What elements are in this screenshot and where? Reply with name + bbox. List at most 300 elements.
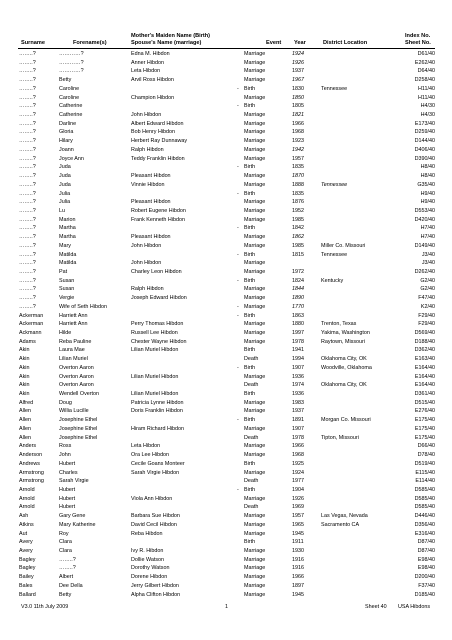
year-cell: 1925	[292, 460, 304, 467]
surname-cell: Aut	[19, 530, 28, 537]
forename-cell: Marion	[59, 216, 76, 223]
spouse-cell: Joseph Edward Hibdon	[131, 295, 187, 302]
year-cell: 1937	[292, 68, 304, 75]
table-row	[0, 434, 452, 443]
table-row	[0, 233, 452, 242]
year-cell: 1907	[292, 425, 304, 432]
event-cell: Birth	[244, 391, 256, 398]
surname-cell: ……..?	[19, 51, 36, 57]
year-cell: 1897	[292, 582, 304, 589]
spouse-cell: Doris Franklin Hibdon	[131, 408, 183, 415]
index-cell: E173/40	[414, 120, 435, 127]
forename-cell: Julia	[59, 190, 71, 197]
table-row	[0, 399, 452, 408]
spouse-cell: Chester Wayne Hibdon	[131, 338, 187, 345]
index-cell: D356/40	[414, 521, 435, 528]
table-row	[0, 137, 452, 146]
surname-cell: Armstrong	[19, 469, 44, 476]
table-row	[0, 477, 452, 486]
spouse-cell: Lilian Muriel Hibdon	[131, 373, 179, 380]
table-row	[0, 207, 452, 216]
year-cell: 1844	[292, 286, 304, 293]
spouse-cell: John Hibdon	[131, 242, 162, 249]
table-row	[0, 120, 452, 129]
surname-cell: ……..?	[19, 251, 36, 258]
event-cell: Marriage	[244, 112, 266, 119]
index-cell: D406/40	[414, 146, 435, 153]
table-row	[0, 460, 452, 469]
index-cell: D515/40	[414, 399, 435, 406]
spouse-cell: Lilian Muriel Hibdon	[131, 391, 179, 398]
location-cell: Las Vegas, Nevada	[321, 513, 368, 520]
spouse-cell: Ralph Hibdon	[131, 286, 164, 293]
event-cell: Marriage	[244, 59, 266, 66]
forename-cell: Martha	[59, 234, 76, 241]
table-row	[0, 312, 452, 321]
table-row	[0, 251, 452, 260]
surname-cell: ……..?	[19, 155, 36, 162]
index-cell: D258/40	[414, 77, 435, 84]
surname-cell: Adams	[19, 338, 36, 345]
table-row	[0, 67, 452, 76]
event-cell: Marriage	[244, 68, 266, 75]
spouse-cell: Viola Ann Hibdon	[131, 495, 173, 502]
year-cell: 1924	[292, 469, 304, 476]
surname-cell: ……..?	[19, 242, 36, 249]
event-cell: Marriage	[244, 452, 266, 459]
spouse-cell: Albert Edward Hibdon	[131, 120, 184, 127]
table-row	[0, 111, 452, 120]
surname-cell: Allen	[19, 417, 31, 424]
year-cell: 1926	[292, 59, 304, 66]
forename-cell: …………?	[59, 59, 84, 66]
year-cell: 1916	[292, 556, 304, 563]
surname-cell: ……..?	[19, 234, 36, 241]
surname-cell: ……..?	[19, 303, 36, 310]
forename-cell: Susan	[59, 286, 75, 293]
surname-cell: Andrews	[19, 460, 40, 467]
spouse-cell: David Cecil Hibdon	[131, 521, 177, 528]
year-cell: 1830	[292, 85, 304, 92]
spouse-cell: Ivy R. Hibdon	[131, 547, 164, 554]
event-cell: Marriage	[244, 513, 266, 520]
location-cell: Tipton, Missouri	[321, 434, 359, 441]
forename-cell: Hubert	[59, 495, 76, 502]
forename-cell: Hilde	[59, 330, 72, 336]
table-row	[0, 277, 452, 286]
spouse-cell: Frank Kenneth Hibdon	[131, 216, 185, 223]
surname-cell: Atkins	[19, 521, 34, 528]
index-cell: E114/40	[415, 478, 435, 485]
forename-cell: John	[59, 452, 71, 459]
location-cell: Kentucky	[321, 277, 344, 284]
spouse-cell: Sarah Virgie Hibdon	[131, 469, 180, 476]
table-row	[0, 416, 452, 425]
surname-cell: ……..?	[19, 207, 36, 214]
spouse-cell: Anner Hibdon	[131, 59, 164, 66]
event-cell: Marriage	[244, 286, 266, 293]
year-cell: 1916	[292, 565, 304, 572]
table-row	[0, 530, 452, 539]
surname-cell: Akin	[19, 364, 30, 371]
surname-cell: ……..?	[19, 164, 36, 171]
surname-cell: Alfred	[19, 399, 34, 406]
year-cell: 1942	[292, 146, 304, 153]
table-row	[0, 469, 452, 478]
year-cell: 1965	[292, 521, 304, 528]
forename-cell: Juda	[59, 181, 71, 188]
location-cell: Tennessee	[321, 251, 348, 258]
year-cell: 1968	[292, 129, 304, 136]
table-row	[0, 155, 452, 164]
surname-cell: Akin	[19, 347, 30, 354]
surname-cell: ……..?	[19, 286, 36, 293]
event-cell: Marriage	[244, 181, 266, 188]
table-row	[0, 547, 452, 556]
forename-cell: Wendell Overton	[59, 391, 100, 398]
spouse-cell: Dorene Hibdon	[131, 574, 168, 581]
index-cell: D78/40	[417, 452, 435, 459]
surname-cell: ……..?	[19, 112, 36, 119]
event-cell: Marriage	[244, 591, 266, 598]
index-cell: E175/40	[414, 434, 435, 441]
year-cell: 1770	[292, 303, 304, 310]
forename-cell: …………?	[59, 51, 84, 57]
index-cell: E164/40	[414, 364, 435, 371]
index-cell: D149/40	[414, 242, 435, 249]
forename-cell: Ross	[59, 443, 72, 450]
event-cell: Marriage	[244, 129, 266, 136]
forename-cell: Betty	[59, 77, 72, 84]
event-cell: Birth	[244, 190, 256, 197]
table-row	[0, 198, 452, 207]
header-maiden-line1: Mother's Maiden Name (Birth)	[131, 33, 211, 39]
event-cell: Marriage	[244, 469, 266, 476]
spouse-cell: Alpha Clifton Hibdon	[131, 591, 181, 598]
forename-cell: Catherine	[59, 112, 83, 119]
index-cell: D259/40	[414, 129, 435, 136]
table-row	[0, 190, 452, 199]
year-cell: 1835	[292, 190, 304, 197]
index-cell: F37/40	[418, 582, 435, 589]
year-cell: 1966	[292, 443, 304, 450]
forename-cell: Clara	[59, 539, 72, 546]
index-cell: F29/40	[418, 321, 435, 328]
surname-cell: ……..?	[19, 129, 36, 136]
forename-cell: Overton Aaron	[59, 382, 94, 389]
dash-cell: -	[237, 364, 239, 371]
forename-cell: Doug	[59, 399, 72, 406]
surname-cell: ……..?	[19, 68, 36, 75]
year-cell: 1994	[292, 356, 304, 363]
year-cell: 1850	[292, 94, 304, 101]
year-cell: 1985	[292, 216, 304, 223]
forename-cell: Wife of Seth Hibdon	[59, 303, 107, 310]
index-cell: E115/40	[415, 469, 435, 476]
forename-cell: Caroline	[59, 94, 80, 101]
spouse-cell: Herbert Ray Dunnaway	[131, 138, 188, 145]
table-row	[0, 346, 452, 355]
forename-cell: Martha	[59, 225, 76, 232]
index-cell: D585/40	[414, 486, 435, 493]
header-sheet: Sheet No.	[405, 40, 431, 46]
year-cell: 1923	[292, 138, 304, 145]
table-row	[0, 390, 452, 399]
year-cell: 1862	[292, 234, 304, 241]
index-cell: D64/40	[417, 68, 435, 75]
year-cell: 1926	[292, 495, 304, 502]
index-cell: D144/40	[414, 138, 435, 145]
table-row	[0, 259, 452, 268]
forename-cell: Clara	[59, 547, 72, 554]
surname-cell: Akin	[19, 373, 30, 380]
year-cell: 1978	[292, 434, 304, 441]
surname-cell: Anders	[19, 443, 37, 450]
event-cell: Birth	[244, 417, 256, 424]
event-cell: Birth	[244, 460, 256, 467]
surname-cell: ……..?	[19, 190, 36, 197]
surname-cell: Bales	[19, 582, 33, 589]
forename-cell: Josephine Ethel	[59, 425, 98, 432]
event-cell: Marriage	[244, 155, 266, 162]
event-cell: Marriage	[244, 556, 266, 563]
forename-cell: Joann	[59, 146, 74, 153]
forename-cell: Julia	[59, 199, 71, 206]
surname-cell: Ash	[19, 513, 29, 520]
year-cell: 1870	[292, 173, 304, 180]
year-cell: 1969	[292, 504, 304, 511]
index-cell: J3/40	[421, 260, 435, 267]
event-cell: Marriage	[244, 582, 266, 589]
table-row	[0, 573, 452, 582]
spouse-cell: Pleasant Hibdon	[131, 173, 171, 180]
spouse-cell: Dorothy Watson	[131, 565, 170, 572]
index-cell: D420/40	[414, 216, 435, 223]
index-cell: G2/40	[420, 286, 435, 293]
index-cell: E175/40	[414, 417, 435, 424]
surname-cell: ……..?	[19, 199, 36, 206]
header-event: Event	[266, 40, 282, 46]
table-row	[0, 486, 452, 495]
index-cell: G2/40	[420, 277, 435, 284]
header-index: Index No.	[405, 33, 431, 39]
location-cell: Raytown, Missouri	[321, 338, 366, 345]
table-row	[0, 128, 452, 137]
forename-cell: Mary Katherine	[59, 521, 96, 528]
event-cell: Marriage	[244, 234, 266, 241]
table-row	[0, 172, 452, 181]
table-row	[0, 512, 452, 521]
forename-cell: ……..?	[59, 565, 76, 572]
table-row	[0, 285, 452, 294]
table-row	[0, 495, 452, 504]
table-row	[0, 50, 452, 59]
forename-cell: Josephine Ethel	[59, 417, 98, 424]
table-row	[0, 373, 452, 382]
spouse-cell: Robert Eugene Hibdon	[131, 207, 186, 214]
year-cell: 1824	[292, 277, 304, 284]
event-cell: Birth	[244, 225, 256, 232]
year-cell: 1972	[292, 268, 304, 275]
table-row	[0, 102, 452, 111]
table-row	[0, 329, 452, 338]
event-cell: Marriage	[244, 260, 266, 267]
surname-cell: ……..?	[19, 225, 36, 232]
year-cell: 1805	[292, 103, 304, 110]
event-cell: Marriage	[244, 51, 266, 57]
table-row	[0, 294, 452, 303]
event-cell: Marriage	[244, 77, 266, 84]
table-row	[0, 181, 452, 190]
index-cell: H7/40	[420, 234, 435, 241]
footer-page-number: 1	[225, 604, 228, 610]
record-table	[0, 50, 452, 599]
surname-cell: Akin	[19, 356, 30, 363]
forename-cell: Caroline	[59, 85, 80, 92]
event-cell: Marriage	[244, 547, 266, 554]
surname-cell: ……..?	[19, 120, 36, 127]
forename-cell: Darline	[59, 120, 77, 127]
year-cell: 1968	[292, 452, 304, 459]
event-cell: Birth	[244, 164, 256, 171]
spouse-cell: Hiram Richard Hibdon	[131, 425, 185, 432]
header-surname: Surname	[21, 40, 45, 46]
surname-cell: ……..?	[19, 268, 36, 275]
event-cell: Birth	[244, 347, 256, 354]
location-cell: Tennessee	[321, 85, 348, 92]
spouse-cell: Leta Hibdon	[131, 443, 161, 450]
header-divider	[18, 48, 435, 49]
index-cell: H9/40	[420, 199, 435, 206]
location-cell: Yakima, Washington	[321, 330, 370, 336]
year-cell: 1952	[292, 207, 304, 214]
spouse-cell: Jerry Gilbert Hibdon	[131, 582, 179, 589]
surname-cell: Allen	[19, 425, 31, 432]
index-cell: D569/40	[414, 330, 435, 336]
year-cell: 1997	[292, 330, 304, 336]
surname-cell: Bailey	[19, 574, 34, 581]
surname-cell: ……..?	[19, 216, 36, 223]
index-cell: J3/40	[421, 251, 435, 258]
dash-cell: -	[237, 190, 239, 197]
dash-cell: -	[237, 225, 239, 232]
table-row	[0, 425, 452, 434]
spouse-cell: Champion Hibdon	[131, 94, 175, 101]
index-cell: E164/40	[414, 373, 435, 380]
year-cell: 1983	[292, 399, 304, 406]
spouse-cell: Dollie Watson	[131, 556, 165, 563]
year-cell: 1880	[292, 321, 304, 328]
surname-cell: Armstrong	[19, 478, 44, 485]
event-cell: Marriage	[244, 207, 266, 214]
forename-cell: Laura Mae	[59, 347, 85, 354]
index-cell: D262/40	[414, 268, 435, 275]
forename-cell: Hubert	[59, 504, 76, 511]
forename-cell: Pat	[59, 268, 68, 275]
index-cell: D361/40	[414, 391, 435, 398]
index-cell: D87/40	[417, 539, 435, 546]
table-row	[0, 216, 452, 225]
surname-cell: ……..?	[19, 59, 36, 66]
location-cell: Sacramento CA	[321, 521, 360, 528]
event-cell: Marriage	[244, 443, 266, 450]
event-cell: Marriage	[244, 574, 266, 581]
surname-cell: Ackmann	[19, 330, 42, 336]
table-row	[0, 59, 452, 68]
index-cell: E262/40	[414, 59, 435, 66]
spouse-cell: John Hibdon	[131, 260, 162, 267]
surname-cell: Arnold	[19, 495, 35, 502]
index-cell: D585/40	[414, 504, 435, 511]
year-cell: 1835	[292, 164, 304, 171]
forename-cell: Josephine Ethel	[59, 434, 98, 441]
dash-cell: -	[237, 303, 239, 310]
forename-cell: Lilian Muriel	[59, 356, 88, 363]
forename-cell: Hubert	[59, 486, 76, 493]
event-cell: Marriage	[244, 138, 266, 145]
spouse-cell: Russell Lee Hibdon	[131, 330, 178, 336]
surname-cell: ……..?	[19, 173, 36, 180]
index-cell: H4/30	[420, 112, 435, 119]
location-cell: Oklahoma City, OK	[321, 382, 367, 389]
spouse-cell: Perry Thomas Hibdon	[131, 321, 184, 328]
index-cell: D390/40	[414, 155, 435, 162]
event-cell: Marriage	[244, 146, 266, 153]
year-cell: 1891	[292, 417, 304, 424]
table-row	[0, 303, 452, 312]
forename-cell: Betty	[59, 591, 72, 598]
forename-cell: Hubert	[59, 460, 76, 467]
spouse-cell: Edna M. Hibdon	[131, 51, 170, 57]
index-cell: H9/40	[420, 190, 435, 197]
table-row	[0, 355, 452, 364]
spouse-cell: John Hibdon	[131, 112, 162, 119]
forename-cell: Albert	[59, 574, 74, 581]
index-cell: H4/30	[420, 103, 435, 110]
index-cell: D200/40	[414, 574, 435, 581]
location-cell: Trenton, Texas	[321, 321, 357, 328]
forename-cell: Susan	[59, 277, 75, 284]
year-cell: 1936	[292, 373, 304, 380]
surname-cell: ……..?	[19, 146, 36, 153]
forename-cell: Hilary	[59, 138, 73, 145]
event-cell: Birth	[244, 103, 256, 110]
table-row	[0, 451, 452, 460]
surname-cell: ……..?	[19, 295, 36, 302]
event-cell: Marriage	[244, 268, 266, 275]
forename-cell: Gloria	[59, 129, 74, 136]
surname-cell: ……..?	[19, 260, 36, 267]
year-cell: 1941	[292, 347, 304, 354]
dash-cell: -	[237, 277, 239, 284]
index-cell: H8/40	[420, 173, 435, 180]
index-cell: H7/40	[420, 225, 435, 232]
dash-cell: -	[237, 312, 239, 319]
header-forenames: Forename(s)	[73, 40, 107, 46]
event-cell: Death	[244, 478, 259, 485]
index-cell: G35/40	[417, 181, 435, 188]
index-cell: D519/40	[414, 460, 435, 467]
event-cell: Marriage	[244, 94, 266, 101]
event-cell: Death	[244, 504, 259, 511]
spouse-cell: Ora Lee Hibdon	[131, 452, 170, 459]
event-cell: Marriage	[244, 330, 266, 336]
event-cell: Marriage	[244, 199, 266, 206]
location-cell: Woodville, Oklahoma	[321, 364, 372, 371]
year-cell: 1936	[292, 391, 304, 398]
index-cell: H11/40	[418, 85, 435, 92]
table-row	[0, 381, 452, 390]
